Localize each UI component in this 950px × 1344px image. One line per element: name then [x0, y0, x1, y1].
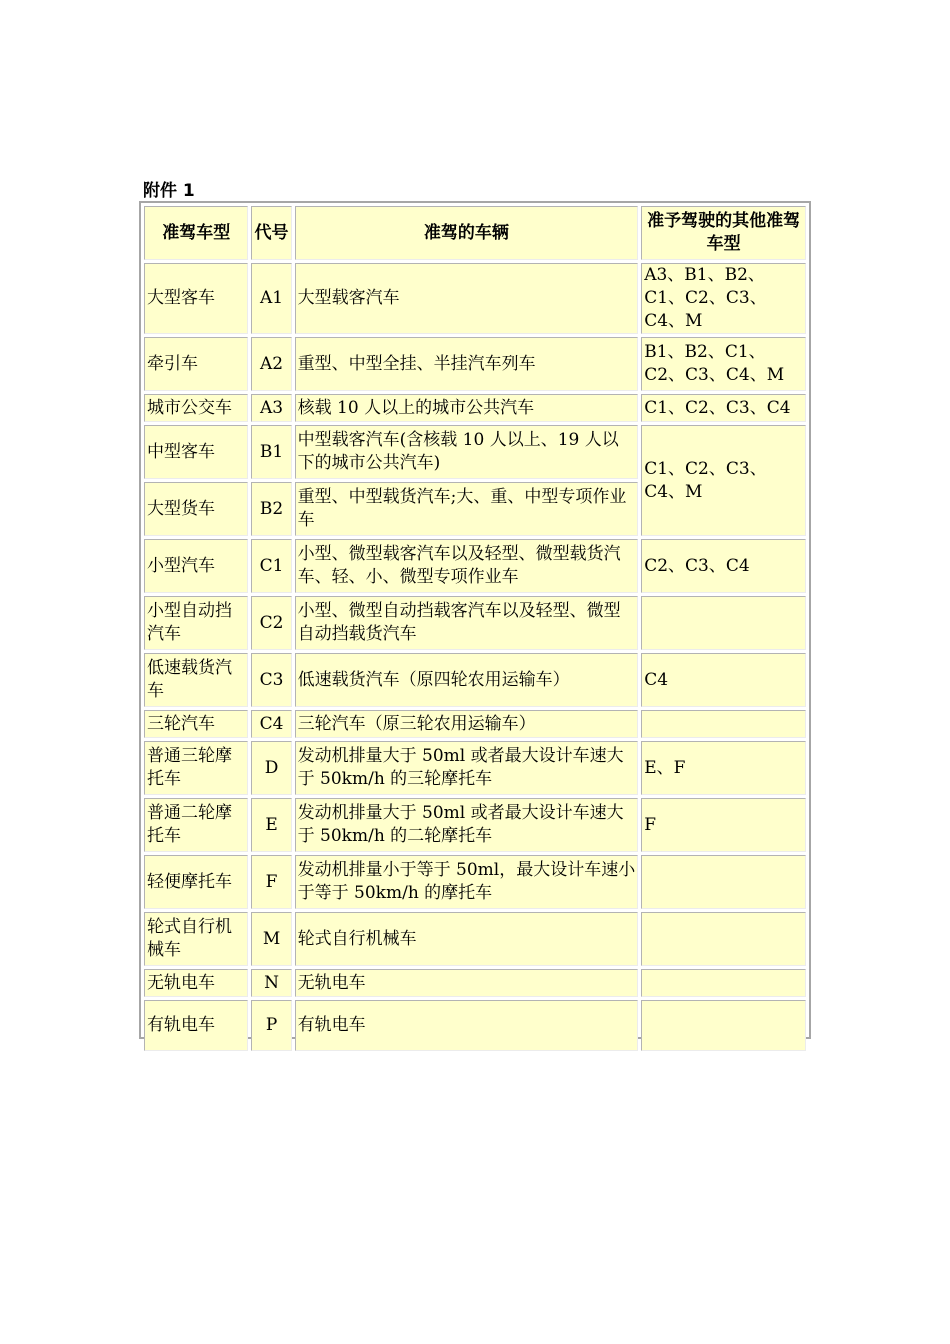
cell-other-types: B1、B2、C1、C2、C3、C4、M [641, 337, 806, 391]
cell-code: C3 [251, 653, 291, 707]
cell-code: A1 [251, 263, 291, 334]
table-row [144, 394, 806, 422]
cell-license-type: 大型客车 [144, 263, 248, 334]
cell-other-types [641, 1000, 806, 1051]
cell-code: C2 [251, 596, 291, 650]
cell-vehicles: 三轮汽车（原三轮农用运输车） [295, 710, 639, 738]
cell-code: C4 [251, 710, 291, 738]
cell-code: B2 [251, 482, 291, 536]
license-class-table [139, 201, 811, 1039]
table-row [144, 596, 806, 650]
license-table [141, 203, 809, 1054]
header-license-type: 准驾车型 [144, 206, 248, 260]
cell-vehicles: 中型载客汽车(含核载 10 人以上、19 人以下的城市公共汽车) [295, 425, 639, 479]
cell-code: E [251, 798, 291, 852]
cell-license-type: 城市公交车 [144, 394, 248, 422]
cell-vehicles: 发动机排量大于 50ml 或者最大设计车速大于 50km/h 的三轮摩托车 [295, 741, 639, 795]
table-row [144, 539, 806, 593]
cell-other-types [641, 710, 806, 738]
cell-license-type: 普通二轮摩托车 [144, 798, 248, 852]
cell-license-type: 轮式自行机械车 [144, 912, 248, 966]
cell-other-types: C1、C2、C3、C4、M [641, 425, 806, 536]
table-row [144, 969, 806, 997]
cell-vehicles: 有轨电车 [295, 1000, 639, 1051]
table-row [144, 263, 806, 334]
cell-other-types [641, 596, 806, 650]
cell-vehicles: 轮式自行机械车 [295, 912, 639, 966]
cell-code: M [251, 912, 291, 966]
cell-code: D [251, 741, 291, 795]
cell-license-type: 小型汽车 [144, 539, 248, 593]
table-header-row [144, 206, 806, 260]
table-row [144, 337, 806, 391]
document-label: 附件 1 [143, 181, 195, 201]
cell-vehicles: 大型载客汽车 [295, 263, 639, 334]
cell-other-types: C2、C3、C4 [641, 539, 806, 593]
table-row [144, 653, 806, 707]
table-row [144, 710, 806, 738]
cell-license-type: 普通三轮摩托车 [144, 741, 248, 795]
cell-other-types [641, 912, 806, 966]
cell-code: N [251, 969, 291, 997]
cell-vehicles: 重型、中型全挂、半挂汽车列车 [295, 337, 639, 391]
cell-vehicles: 重型、中型载货汽车;大、重、中型专项作业车 [295, 482, 639, 536]
table-row [144, 425, 806, 479]
cell-code: A3 [251, 394, 291, 422]
cell-other-types: A3、B1、B2、C1、C2、C3、C4、M [641, 263, 806, 334]
cell-code: P [251, 1000, 291, 1051]
cell-other-types [641, 855, 806, 909]
cell-vehicles: 小型、微型载客汽车以及轻型、微型载货汽车、轻、小、微型专项作业车 [295, 539, 639, 593]
cell-other-types: E、F [641, 741, 806, 795]
cell-code: F [251, 855, 291, 909]
cell-code: C1 [251, 539, 291, 593]
cell-vehicles: 无轨电车 [295, 969, 639, 997]
table-row [144, 798, 806, 852]
cell-license-type: 大型货车 [144, 482, 248, 536]
cell-license-type: 低速载货汽车 [144, 653, 248, 707]
cell-other-types [641, 969, 806, 997]
cell-vehicles: 核载 10 人以上的城市公共汽车 [295, 394, 639, 422]
header-code: 代号 [251, 206, 291, 260]
cell-vehicles: 小型、微型自动挡载客汽车以及轻型、微型自动挡载货汽车 [295, 596, 639, 650]
cell-other-types: C1、C2、C3、C4 [641, 394, 806, 422]
table-row [144, 741, 806, 795]
table-row [144, 1000, 806, 1051]
cell-license-type: 无轨电车 [144, 969, 248, 997]
cell-license-type: 轻便摩托车 [144, 855, 248, 909]
cell-vehicles: 低速载货汽车（原四轮农用运输车） [295, 653, 639, 707]
cell-code: B1 [251, 425, 291, 479]
header-other-types: 准予驾驶的其他准驾车型 [641, 206, 806, 260]
cell-vehicles: 发动机排量大于 50ml 或者最大设计车速大于 50km/h 的二轮摩托车 [295, 798, 639, 852]
cell-license-type: 牵引车 [144, 337, 248, 391]
cell-license-type: 小型自动挡汽车 [144, 596, 248, 650]
cell-license-type: 中型客车 [144, 425, 248, 479]
cell-license-type: 三轮汽车 [144, 710, 248, 738]
cell-other-types: F [641, 798, 806, 852]
cell-other-types: C4 [641, 653, 806, 707]
cell-vehicles: 发动机排量小于等于 50ml，最大设计车速小于等于 50km/h 的摩托车 [295, 855, 639, 909]
table-row [144, 912, 806, 966]
cell-license-type: 有轨电车 [144, 1000, 248, 1051]
cell-code: A2 [251, 337, 291, 391]
table-row [144, 855, 806, 909]
header-vehicles: 准驾的车辆 [295, 206, 639, 260]
